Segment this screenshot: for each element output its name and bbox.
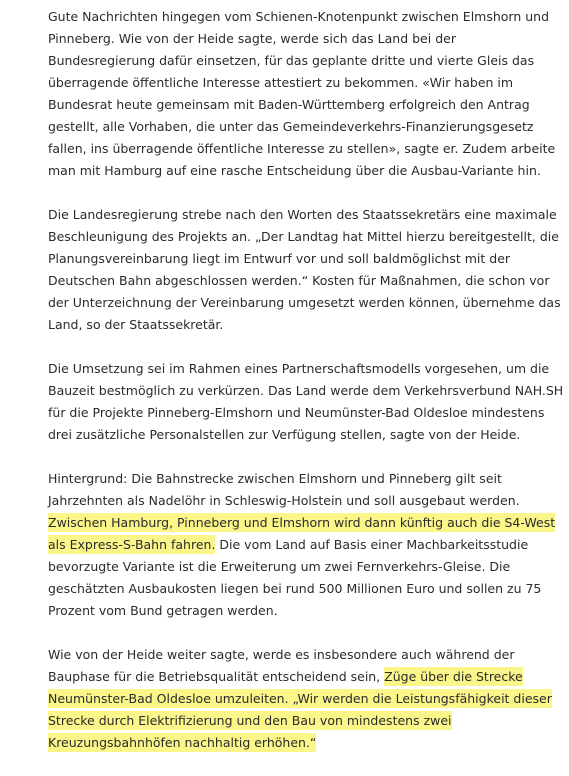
paragraph-text: Wie von der Heide weiter sagte, werde es insbesondere auch während der Bauphase für die Betriebsqualität entscheidend sein,	[48, 647, 515, 684]
highlighted-text: Züge über die Strecke Neumünster-Bad Oldesloe umzuleiten. „Wir werden die Leistungsfähigkeit dieser Strecke durch Elektrifizierung und den Bau von mindestens zwei Kreuzungsbahnhöfen nachhaltig erhöhen.“	[48, 669, 552, 750]
paragraph-text: Die Landesregierung strebe nach den Worten des Staatssekretärs eine maximale Beschleunigung des Projekts an. „Der Landtag hat Mittel hierzu bereitgestellt, die Planungsvereinbarung liegt im Entwurf vor und soll baldmöglichst mit der Deutschen Bahn abgeschlossen werden.“ Kosten für Maßnahmen, die schon vor der Unterzeichnung der Vereinbarung umgesetzt werden können, übernehme das Land, so der Staatssekretär.	[48, 207, 561, 332]
paragraph-umsetzung	[48, 358, 564, 446]
paragraph-landesregierung	[48, 204, 564, 336]
paragraph-text: Hintergrund: Die Bahnstrecke zwischen Elmshorn und Pinneberg gilt seit Jahrzehnten als Nadelöhr in Schleswig-Holstein und soll ausgebaut werden.	[48, 471, 520, 508]
paragraph-bauphase	[48, 644, 564, 754]
paragraph-hintergrund	[48, 468, 564, 622]
paragraph-text: Gute Nachrichten hingegen vom Schienen-Knotenpunkt zwischen Elmshorn und Pinneberg. Wie von der Heide sagte, werde sich das Land bei der Bundesregierung dafür einsetzen, für das geplante dritte und vierte Gleis das überragende öffentliche Interesse attestiert zu bekommen. «Wir haben im Bundesrat heute gemeinsam mit Baden-Württemberg erfolgreich den Antrag gestellt, alle Vorhaben, die unter das Gemeindeverkehrs-Finanzierungsgesetz fallen, ins überragende öffentliche Interesse zu stellen», sagte er. Zudem arbeite man mit Hamburg auf eine rasche Entscheidung über die Ausbau-Variante hin.	[48, 9, 556, 178]
paragraph-text: Die Umsetzung sei im Rahmen eines Partnerschaftsmodells vorgesehen, um die Bauzeit bestmöglich zu verkürzen. Das Land werde dem Verkehrsverbund NAH.SH für die Projekte Pinneberg-Elmshorn und Neumünster-Bad Oldesloe mindestens drei zusätzliche Personalstellen zur Verfügung stellen, sagte von der Heide.	[48, 361, 564, 442]
paragraph-text: Die vom Land auf Basis einer Machbarkeitsstudie bevorzugte Variante ist die Erweiterung um zwei Fernverkehrs-Gleise. Die geschätzten Ausbaukosten liegen bei rund 500 Millionen Euro und sollen zu 75 Prozent vom Bund getragen werden.	[48, 537, 542, 618]
article-body	[48, 6, 564, 776]
highlighted-text: Zwischen Hamburg, Pinneberg und Elmshorn wird dann künftig auch die S4-West als Express-S-Bahn fahren.	[48, 515, 556, 552]
paragraph-knotenpunkt	[48, 6, 564, 182]
